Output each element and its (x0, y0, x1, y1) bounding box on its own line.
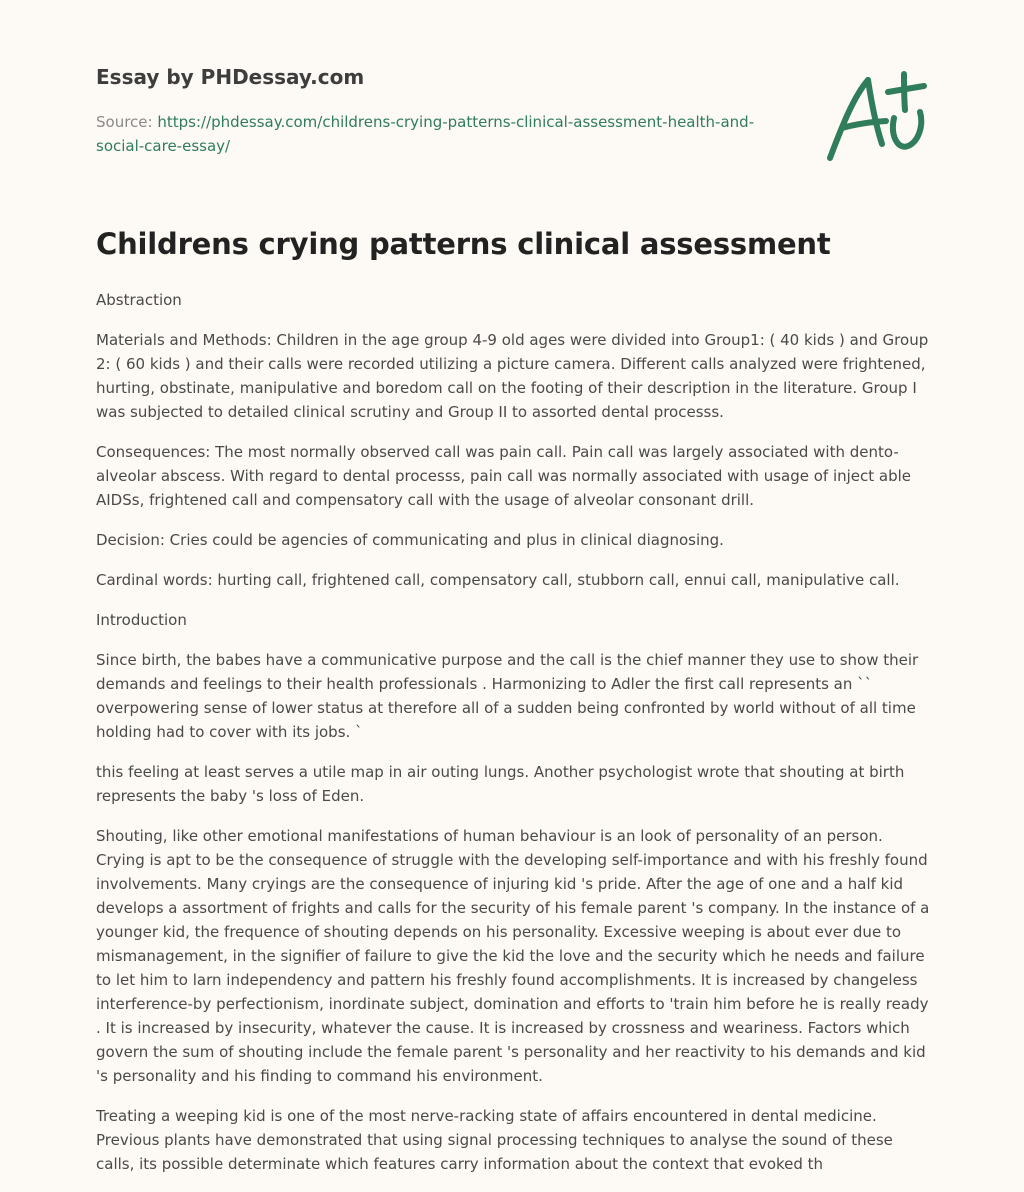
introduction-heading: Introduction (96, 611, 187, 629)
abstraction-heading: Abstraction (96, 291, 182, 309)
decision-paragraph: Decision: Cries could be agencies of communicating and plus in clinical diagnosing. (96, 531, 724, 549)
intro-paragraph-4: Treating a weeping kid is one of the most nerve-racking state of affairs encountered in dental medicine. Previous plants have demonstrated that using signal processing techniques to analyse the sound of these calls, its possible determinate which features carry information about the context that evoked th (96, 1107, 893, 1173)
intro-paragraph-3: Shouting, like other emotional manifestations of human behaviour is an look of personality of an person. Crying is apt to be the consequence of struggle with the developing self-importance and with his freshly found involvements. Many cryings are the consequence of injuring kid 's pride. After the age of one and a half kid develops a assortment of frights and calls for the security of his female parent 's company. In the instance of a younger kid, the frequence of shouting depends on his personality. Excessive weeping is about ever due to mismanagement, in the signifier of failure to give the kid the love and the security which he needs and failure to let him to larn independency and pattern his freshly found accomplishments. It is increased by changeless interference-by perfectionism, inordinate subject, domination and efforts to 'train him before he is really ready . It is increased by insecurity, whatever the cause. It is increased by crossness and weariness. Factors which govern the sum of shouting include the female parent 's personality and her reactivity to his demands and kid 's personality and his finding to command his environment. (96, 827, 930, 1085)
intro-paragraph-2: this feeling at least serves a utile map in air outing lungs. Another psychologist wrote that shouting at birth represents the baby 's loss of Eden. (96, 763, 905, 805)
essay-title: Childrens crying patterns clinical assessment (96, 227, 831, 261)
source-link[interactable]: https://phdessay.com/childrens-crying-patterns-clinical-assessment-health-and-social-care-essay/ (96, 113, 755, 155)
essay-body (96, 224, 932, 1192)
site-title: Essay by PHDessay.com (96, 65, 365, 89)
source-line (96, 110, 776, 158)
consequences-paragraph: Consequences: The most normally observed call was pain call. Pain call was largely associated with dento-alveolar abscess. With regard to dental processs, pain call was normally associated with usage of inject able AIDSs, frightened call and compensatory call with the usage of alveolar consonant drill. (96, 443, 912, 509)
intro-paragraph-1: Since birth, the babes have a communicative purpose and the call is the chief manner they use to show their demands and feelings to their health professionals . Harmonizing to Adler the first call represents an `` overpowering sense of lower status at therefore all of a sudden being confronted by world without of all time holding had to cover with its jobs. ` (96, 651, 919, 741)
source-label: Source: (96, 113, 153, 131)
materials-paragraph: Materials and Methods: Children in the age group 4-9 old ages were divided into Group1: ( 40 kids ) and Group 2: ( 60 kids ) and their calls were recorded utilizing a picture camera. Different calls analyzed were frightened, hurting, obstinate, manipulative and boredom call on the footing of their description in the literature. Group I was subjected to detailed clinical scrutiny and Group II to assorted dental processs. (96, 331, 929, 421)
cardinal-words-paragraph: Cardinal words: hurting call, frightened call, compensatory call, stubborn call, ennui call, manipulative call. (96, 571, 900, 589)
a-plus-logo-icon (820, 66, 930, 166)
essay-header (96, 62, 776, 158)
